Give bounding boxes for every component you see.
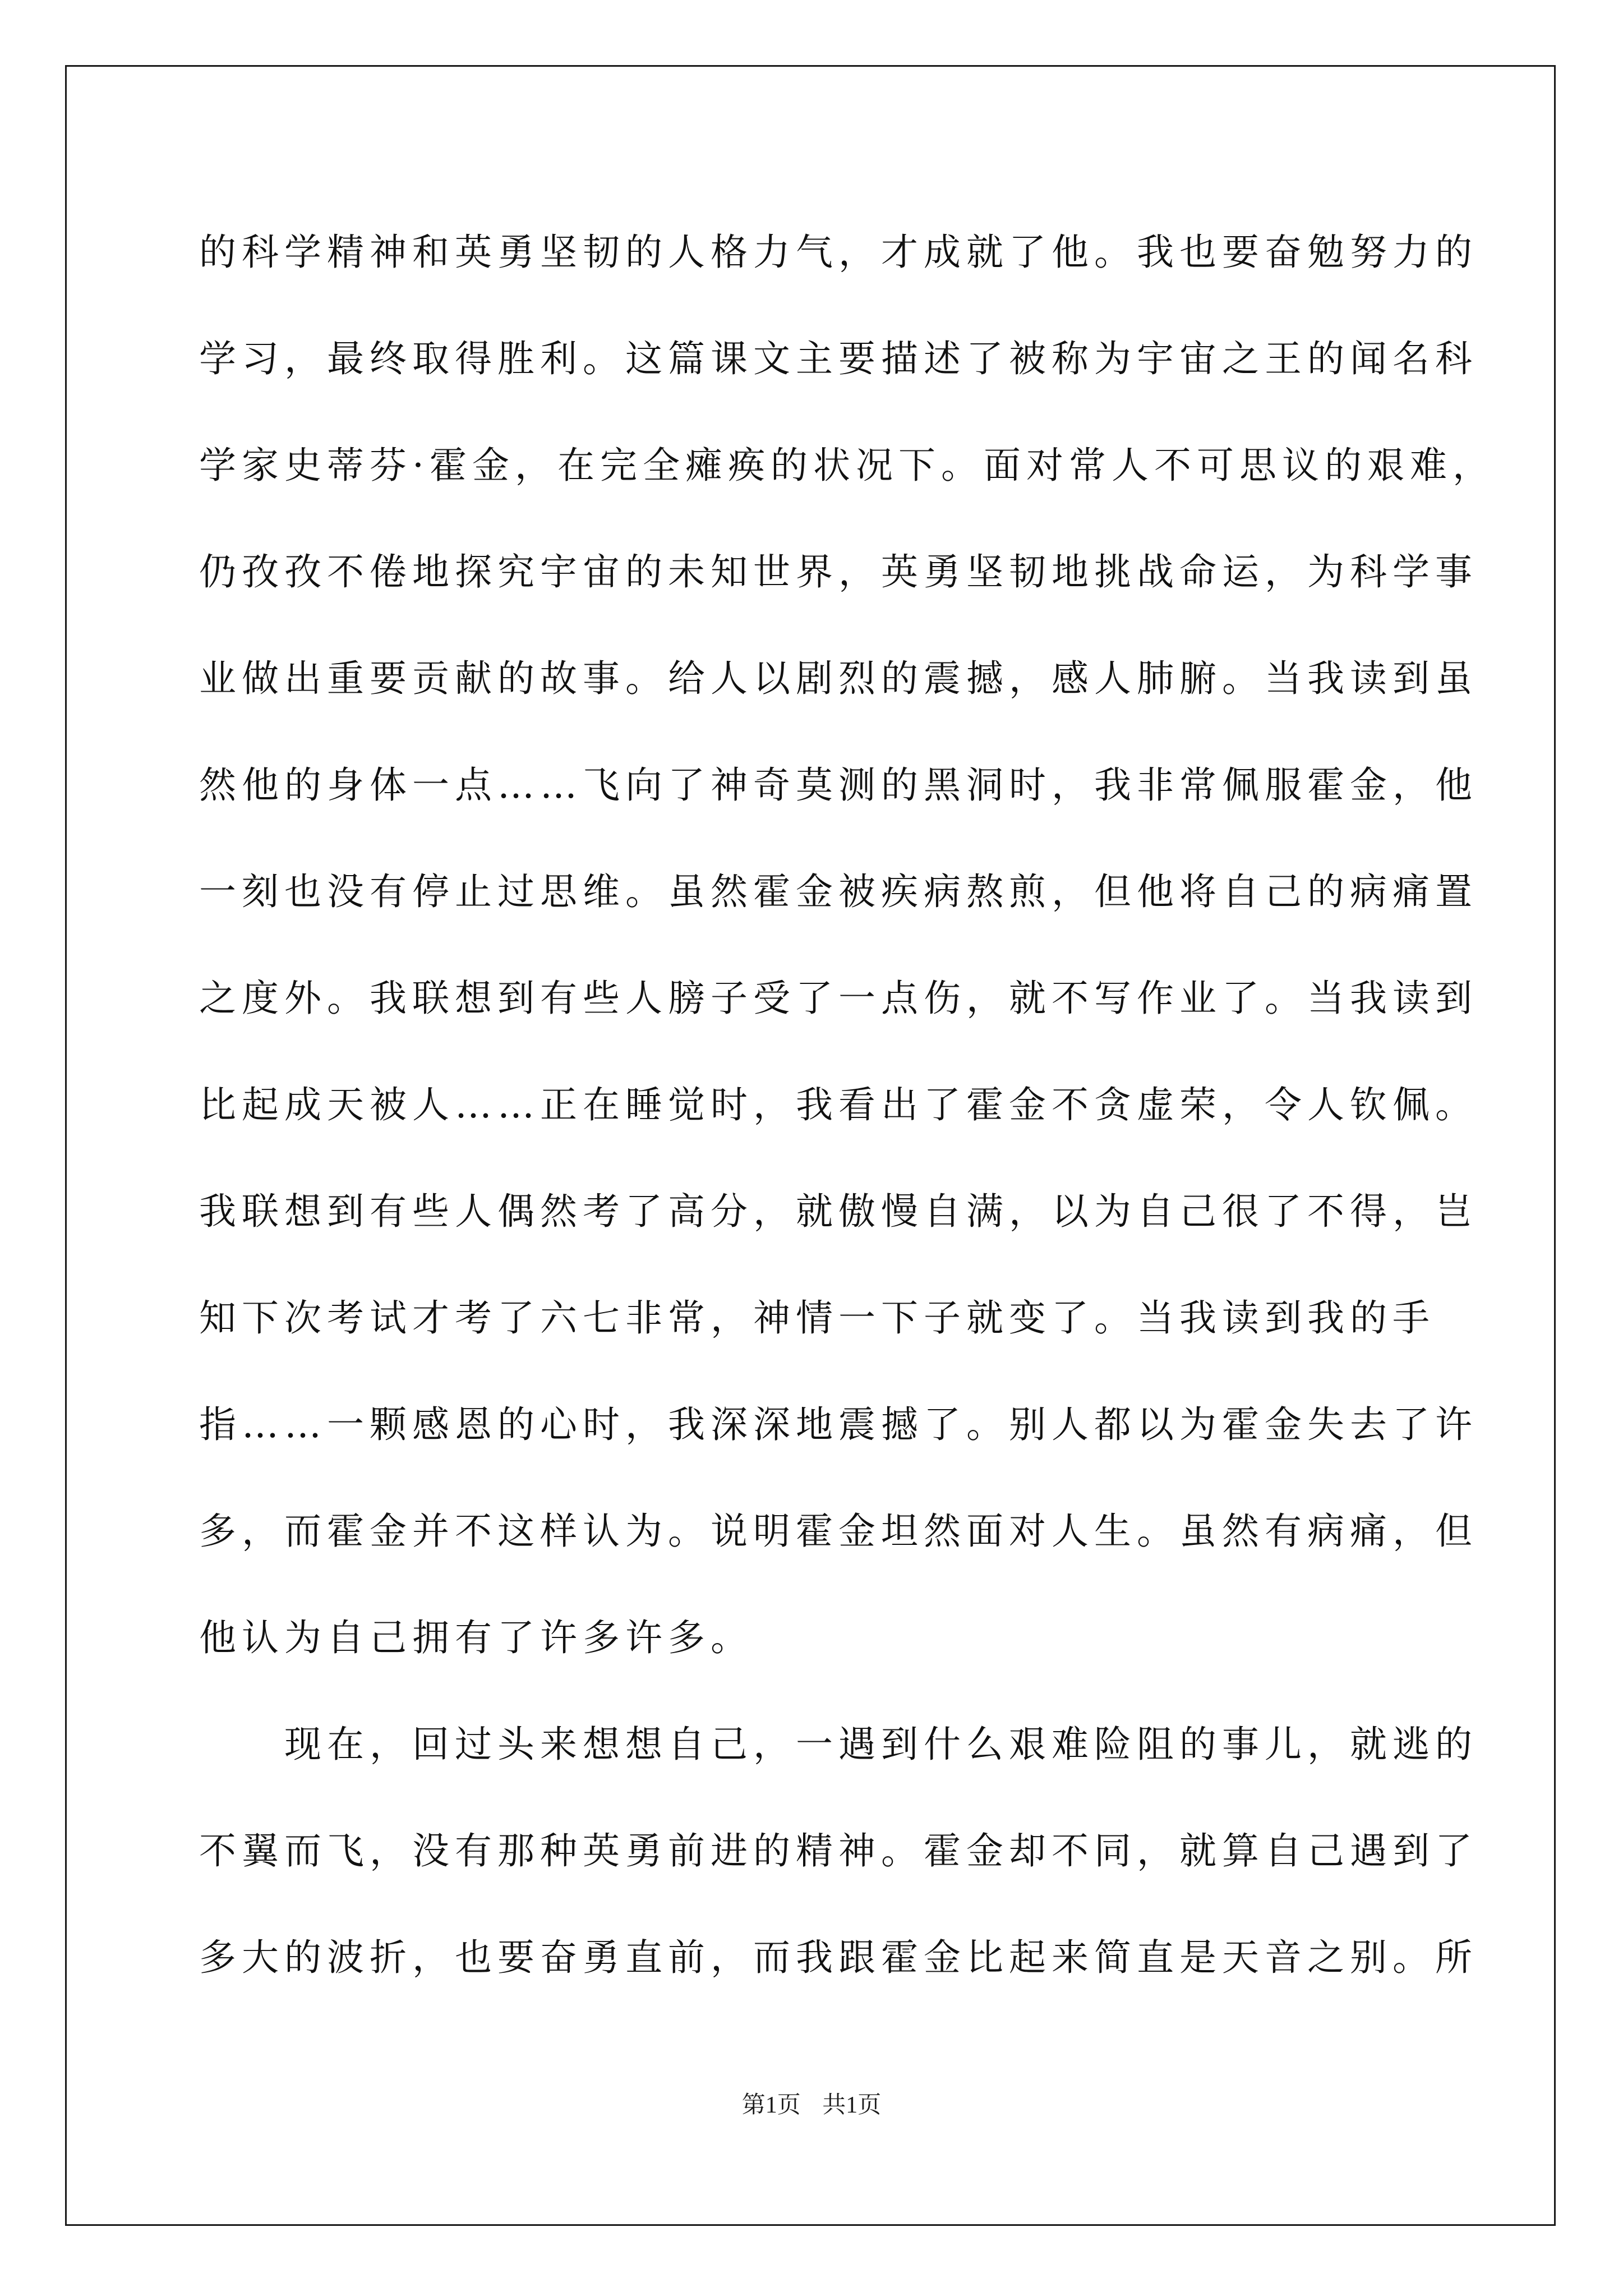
text-line: 比起成天被人……正在睡觉时，我看出了霍金不贪虚荣，令人钦佩。 xyxy=(199,1083,1478,1126)
text-line: 然他的身体一点……飞向了神奇莫测的黑洞时，我非常佩服霍金，他 xyxy=(199,763,1478,807)
page-border xyxy=(65,65,1556,2226)
text-line: 我联想到有些人偶然考了高分，就傲慢自满，以为自己很了不得，岂 xyxy=(199,1190,1478,1233)
text-line: 知下次考试才考了六七非常，神情一下子就变了。当我读到我的手 xyxy=(199,1296,1435,1340)
text-line: 学习，最终取得胜利。这篇课文主要描述了被称为宇宙之王的闻名科 xyxy=(199,337,1478,380)
text-line: 多，而霍金并不这样认为。说明霍金坦然面对人生。虽然有病痛，但 xyxy=(199,1510,1478,1553)
page-footer xyxy=(0,2091,1623,2119)
text-line: 的科学精神和英勇坚韧的人格力气，才成就了他。我也要奋勉努力的 xyxy=(199,231,1478,274)
text-line: 仍孜孜不倦地探究宇宙的未知世界，英勇坚韧地挑战命运，为科学事 xyxy=(199,550,1478,593)
text-line: 他认为自己拥有了许多许多。 xyxy=(199,1616,753,1659)
page-total: 共1页 xyxy=(822,2092,882,2118)
text-line: 一刻也没有停止过思维。虽然霍金被疾病熬煎，但他将自己的病痛置 xyxy=(199,870,1478,913)
text-line: 多大的波折，也要奋勇直前，而我跟霍金比起来简直是天音之别。所 xyxy=(199,1936,1478,1979)
text-line: 之度外。我联想到有些人膀子受了一点伤，就不写作业了。当我读到 xyxy=(199,977,1478,1020)
page-number: 第1页 xyxy=(741,2092,801,2118)
text-line: 业做出重要贡献的故事。给人以剧烈的震撼，感人肺腑。当我读到虽 xyxy=(199,657,1478,700)
text-line: 指……一颗感恩的心时，我深深地震撼了。别人都以为霍金失去了许 xyxy=(199,1403,1478,1446)
text-line: 学家史蒂芬·霍金，在完全瘫痪的状况下。面对常人不可思议的艰难， xyxy=(199,444,1495,487)
paragraph-first-line: 现在，回过头来想想自己，一遇到什么艰难险阻的事儿，就逃的 xyxy=(284,1723,1478,1766)
text-line: 不翼而飞，没有那种英勇前进的精神。霍金却不同，就算自己遇到了 xyxy=(199,1829,1478,1872)
